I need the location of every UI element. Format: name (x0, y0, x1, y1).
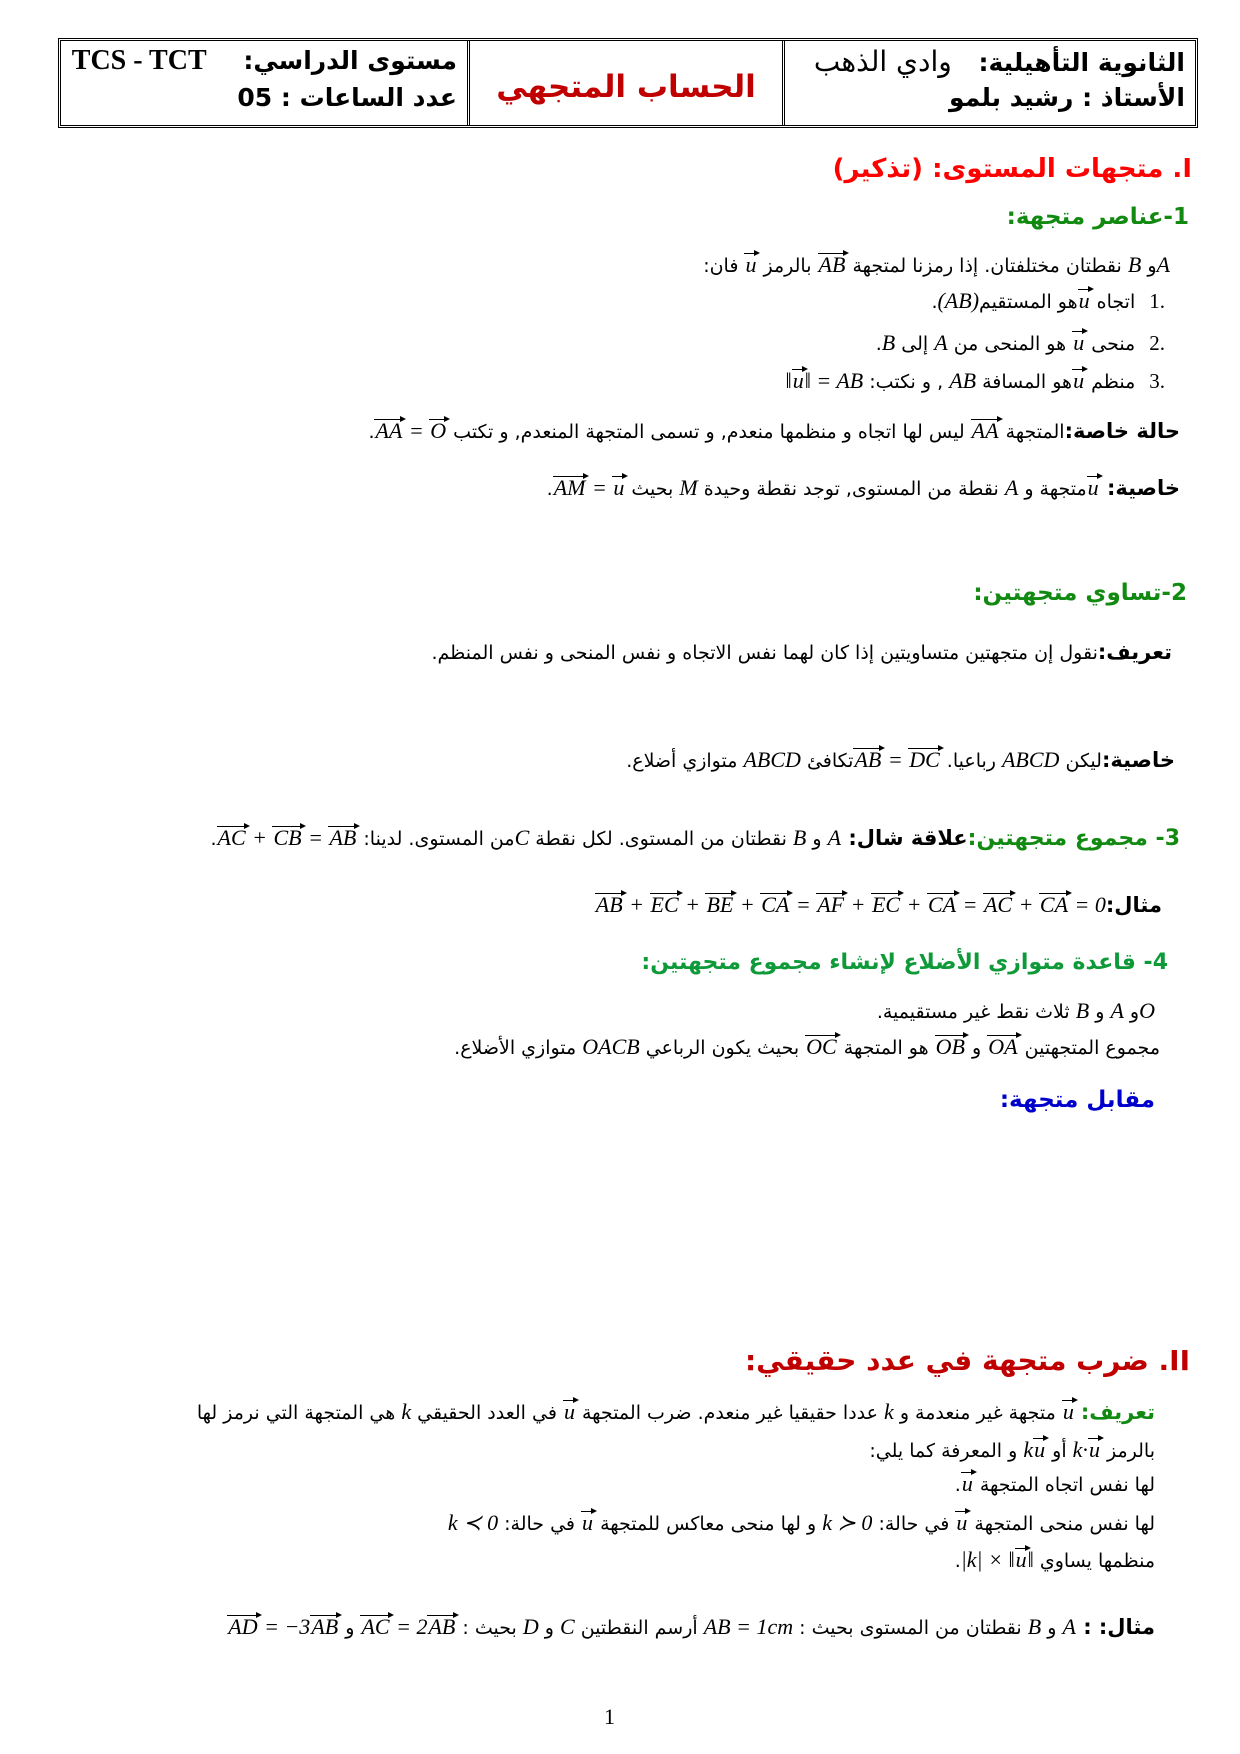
bold-label: حالة خاصة: (1064, 419, 1180, 443)
list-item (931, 286, 1165, 317)
bold-label: مثال: (1105, 893, 1162, 917)
math-expression (595, 890, 1106, 921)
vector: u (745, 252, 757, 277)
level-label: مستوى الدراسي: (243, 46, 457, 75)
text: بحيث (625, 478, 680, 500)
text: متجهة و (1018, 478, 1087, 500)
math-symbol: ‖ (785, 368, 792, 393)
text: و المعرفة كما يلي: (869, 1440, 1024, 1462)
math-symbol: k (1023, 1437, 1034, 1462)
math-symbol: + (734, 892, 761, 917)
vector: AA (375, 418, 403, 443)
text: هو المستقيم (979, 291, 1078, 313)
math-symbol: = (790, 892, 817, 917)
section-heading-1 (833, 154, 1192, 184)
paragraph-line (454, 1032, 1160, 1063)
vector: AC (983, 892, 1013, 917)
vector: AB (311, 1614, 339, 1639)
math-symbol: = (882, 747, 909, 772)
text: بحيث يكون الرباعي (639, 1037, 806, 1059)
math-symbol: + (845, 892, 871, 917)
vector: u (1087, 475, 1099, 500)
math-symbol: + (623, 892, 650, 917)
text: و (538, 1617, 560, 1639)
math-symbol: = −3 (258, 1614, 311, 1639)
text: . (931, 291, 938, 313)
vector: u (1062, 1399, 1074, 1424)
math-symbol: + (901, 892, 927, 917)
text: بحيث : (456, 1617, 523, 1639)
text: متوازي الأضلاع. (454, 1037, 583, 1059)
school-name: وادي الذهب (813, 45, 952, 78)
math-symbol: ‖ (1027, 1547, 1034, 1572)
math-symbol: = 2 (390, 1614, 428, 1639)
math-symbol: C (559, 1614, 575, 1639)
math-symbol: ABCD (1001, 747, 1060, 772)
definition (197, 1397, 1155, 1428)
math-symbol: k· (1072, 1437, 1088, 1462)
text: و (1141, 255, 1157, 277)
text: في حالة: (872, 1513, 956, 1535)
subsection-sum-chasles (210, 823, 1180, 854)
text: منظم (1085, 371, 1136, 393)
list-number: 2. (1149, 331, 1165, 355)
text: و (966, 1037, 988, 1059)
vector: AB (428, 1614, 456, 1639)
list-number: 3. (1149, 369, 1165, 393)
vector: EC (871, 892, 901, 917)
math-expression (360, 1612, 456, 1643)
text: و (1089, 1001, 1111, 1023)
paragraph-line (955, 1470, 1155, 1500)
vector: u (792, 368, 804, 393)
math-symbol: = (403, 418, 430, 443)
math-symbol: OACB (582, 1034, 640, 1059)
text: من المستوى. لدينا: (357, 828, 515, 850)
text: في حالة: (498, 1513, 582, 1535)
math-symbol: C (514, 825, 530, 850)
level-line (72, 45, 457, 77)
vector: AB (329, 825, 357, 850)
subsection-parallelogram-rule (641, 948, 1168, 978)
school-label: الثانوية التأهيلية: (978, 48, 1185, 77)
math-symbol: k (884, 1399, 894, 1424)
page-number: 1 (604, 1704, 615, 1729)
vector: AB (854, 747, 882, 772)
text: اتجاه (1090, 291, 1136, 313)
vector: AC (361, 1614, 390, 1639)
vector: u (613, 475, 625, 500)
paragraph-line (877, 996, 1155, 1027)
math-symbol: (AB) (937, 288, 980, 313)
vector: EC (650, 892, 679, 917)
text: عددا حقيقيا غير منعدم. ضرب المتجهة (575, 1402, 885, 1424)
special-case (368, 416, 1180, 447)
vector: u (1088, 1437, 1100, 1462)
text: 1-عناصر متجهة: (1006, 204, 1189, 230)
math-expression (1023, 1435, 1046, 1466)
section-heading-2 (745, 1346, 1190, 1376)
text: و (806, 828, 828, 850)
property (626, 745, 1175, 776)
math-symbol: ‖ = AB (804, 368, 864, 393)
text: أرسم النقطتين (574, 1617, 704, 1639)
level-cell (61, 41, 467, 125)
bold-label: خاصية: (1099, 476, 1180, 500)
definition (431, 637, 1172, 668)
paragraph-line (703, 250, 1170, 281)
subsection-vector-elements (1007, 202, 1189, 232)
vector: DC (909, 747, 940, 772)
text: و لها منحى معاكس للمتجهة (594, 1513, 823, 1535)
text: أو (1046, 1440, 1073, 1462)
vector: u (1034, 1437, 1046, 1462)
text: نقطتان من المستوى بحيث : (793, 1617, 1028, 1639)
vector: AF (817, 892, 845, 917)
vector: CB (273, 825, 302, 850)
bold-label: تعريف: (1097, 640, 1172, 664)
vector: OA (988, 1034, 1018, 1059)
text: II. ضرب متجهة في عدد حقيقي: (744, 1344, 1190, 1377)
math-expression (227, 1612, 339, 1643)
vector: u (1078, 288, 1090, 313)
math-symbol: = 0 (1069, 892, 1106, 917)
math-expression (217, 823, 358, 854)
text: بالرمز (757, 255, 818, 277)
vector: CA (927, 892, 957, 917)
math-symbol: A (934, 330, 948, 355)
math-expression (786, 366, 864, 397)
paragraph-line (955, 1545, 1155, 1576)
math-expression (853, 745, 940, 776)
text: و (1041, 1617, 1063, 1639)
math-symbol: A (827, 825, 842, 850)
text: 2-تساوي متجهتين: (973, 580, 1187, 606)
text: مقابل متجهة: (999, 1087, 1155, 1113)
paragraph-line (448, 1508, 1155, 1539)
list-number: 1. (1149, 289, 1165, 313)
math-symbol: O (1139, 998, 1155, 1023)
subsection-equality (973, 578, 1187, 608)
vector: AM (553, 475, 586, 500)
vector: O (430, 418, 447, 443)
text: هو المسافة (976, 371, 1073, 393)
text: . (954, 1550, 961, 1572)
level-value: TCS - TCT (71, 45, 207, 76)
vector: AD (228, 1614, 258, 1639)
text: لها نفس اتجاه المتجهة (973, 1474, 1155, 1496)
math-symbol: B (792, 825, 807, 850)
bold-label: مثال: : (1075, 1615, 1155, 1639)
math-symbol: k (401, 1399, 412, 1424)
math-symbol: = (586, 475, 613, 500)
math-symbol: B (1027, 1614, 1042, 1639)
text: لها نفس منحى المتجهة (968, 1513, 1155, 1535)
text: نقطتان من المستوى. لكل نقطة (529, 828, 793, 850)
vector: u (563, 1399, 575, 1424)
school-line (814, 45, 1185, 78)
math-symbol: A (1062, 1614, 1076, 1639)
math-symbol: A (1156, 252, 1170, 277)
list-item (876, 328, 1165, 359)
text: ليكن (1059, 750, 1102, 772)
math-symbol: AB = 1cm (703, 1614, 794, 1639)
list-item (786, 366, 1165, 397)
vector: u (582, 1510, 594, 1535)
text: و (1123, 1001, 1140, 1023)
math-symbol: M (679, 475, 698, 500)
math-symbol: ABCD (743, 747, 801, 772)
bold-label: تعريف: (1080, 1400, 1155, 1424)
text: نقطتان مختلفتان. إذا رمزنا لمتجهة (846, 255, 1128, 277)
vector: OB (935, 1034, 965, 1059)
math-expression (374, 416, 447, 447)
teacher-name: الأستاذ : رشيد بلمو (949, 83, 1185, 112)
text: ثلاث نقط غير مستقيمية. (876, 1001, 1076, 1023)
text: , و نكتب: (863, 371, 950, 393)
text: ليس لها اتجاه و منظمها منعدم, و تسمى المتجهة المنعدم, و تكتب (447, 421, 971, 443)
math-expression (1073, 1435, 1101, 1466)
subsection-title: 3- مجموع متجهتين: (967, 826, 1180, 851)
text: هي المتجهة التي نرمز لها (196, 1402, 402, 1424)
math-symbol: = (957, 892, 983, 917)
vector: u (956, 1510, 968, 1535)
text: بالرمز (1100, 1440, 1155, 1462)
paragraph-line (869, 1435, 1155, 1466)
vector: AB (595, 892, 623, 917)
text: إلى (895, 333, 935, 355)
text: تكافئ (800, 750, 854, 772)
math-symbol: + (246, 825, 273, 850)
math-symbol: + (679, 892, 706, 917)
math-symbol: B (1127, 252, 1142, 277)
vector: u (961, 1471, 973, 1496)
text: متجهة غير منعدمة و (893, 1402, 1062, 1424)
text: . (210, 828, 217, 850)
document-title: الحساب المتجهي (496, 69, 756, 105)
text: متوازي أضلاع. (626, 750, 744, 772)
property (547, 473, 1180, 504)
math-symbol: AB (949, 368, 977, 393)
text: هو المنحى من (947, 333, 1073, 355)
text: 4- قاعدة متوازي الأضلاع لإنشاء مجموع متجهتين: (641, 950, 1168, 975)
hours: عدد الساعات : 05 (237, 83, 457, 112)
math-symbol: B (1075, 998, 1090, 1023)
vector: u (1015, 1547, 1027, 1572)
vector: BE (706, 892, 734, 917)
vector: AB (818, 252, 846, 277)
text: . (954, 1474, 961, 1496)
subsection-opposite-vector (1000, 1085, 1155, 1115)
text: منظمها يساوي (1033, 1550, 1155, 1572)
math-symbol: |k| × ‖ (960, 1547, 1015, 1572)
math-expression (553, 473, 626, 504)
math-symbol: = (302, 825, 329, 850)
example (595, 890, 1162, 921)
text: فان: (703, 255, 745, 277)
vector: CA (1039, 892, 1069, 917)
title-cell (467, 41, 782, 125)
text: . (546, 478, 553, 500)
math-symbol: + (1013, 892, 1039, 917)
school-cell (782, 41, 1195, 125)
math-symbol: A (1110, 998, 1124, 1023)
text: هو المتجهة (837, 1037, 935, 1059)
text: المتجهة (999, 421, 1065, 443)
document-header (58, 38, 1198, 128)
text: نقول إن متجهتين متساويتين إذا كان لهما نفس الاتجاه و نفس المنحى و نفس المنظم. (431, 642, 1098, 664)
text: نقطة من المستوى, توجد نقطة وحيدة (697, 478, 1005, 500)
text: I. متجهات المستوى: (تذكير) (832, 154, 1192, 184)
vector: OC (806, 1034, 837, 1059)
vector: AA (971, 418, 999, 443)
text: في العدد الحقيقي (411, 1402, 563, 1424)
math-symbol: k ≺ 0 (447, 1510, 499, 1535)
vector: CA (761, 892, 790, 917)
bold-label: علاقة شال: (841, 826, 968, 850)
text: رباعيا. (940, 750, 1002, 772)
bold-label: خاصية: (1101, 748, 1175, 772)
text: مجموع المتجهتين (1018, 1037, 1160, 1059)
math-symbol: B (881, 330, 896, 355)
text: . (875, 333, 882, 355)
math-symbol: D (522, 1614, 539, 1639)
vector: u (1073, 368, 1085, 393)
math-expression (961, 1545, 1034, 1576)
vector: u (1073, 330, 1085, 355)
math-symbol: k ≻ 0 (822, 1510, 873, 1535)
text: منحى (1085, 333, 1136, 355)
vector: AC (217, 825, 246, 850)
text: و (339, 1617, 361, 1639)
math-symbol: A (1004, 475, 1019, 500)
example (227, 1612, 1155, 1643)
text: . (368, 421, 375, 443)
